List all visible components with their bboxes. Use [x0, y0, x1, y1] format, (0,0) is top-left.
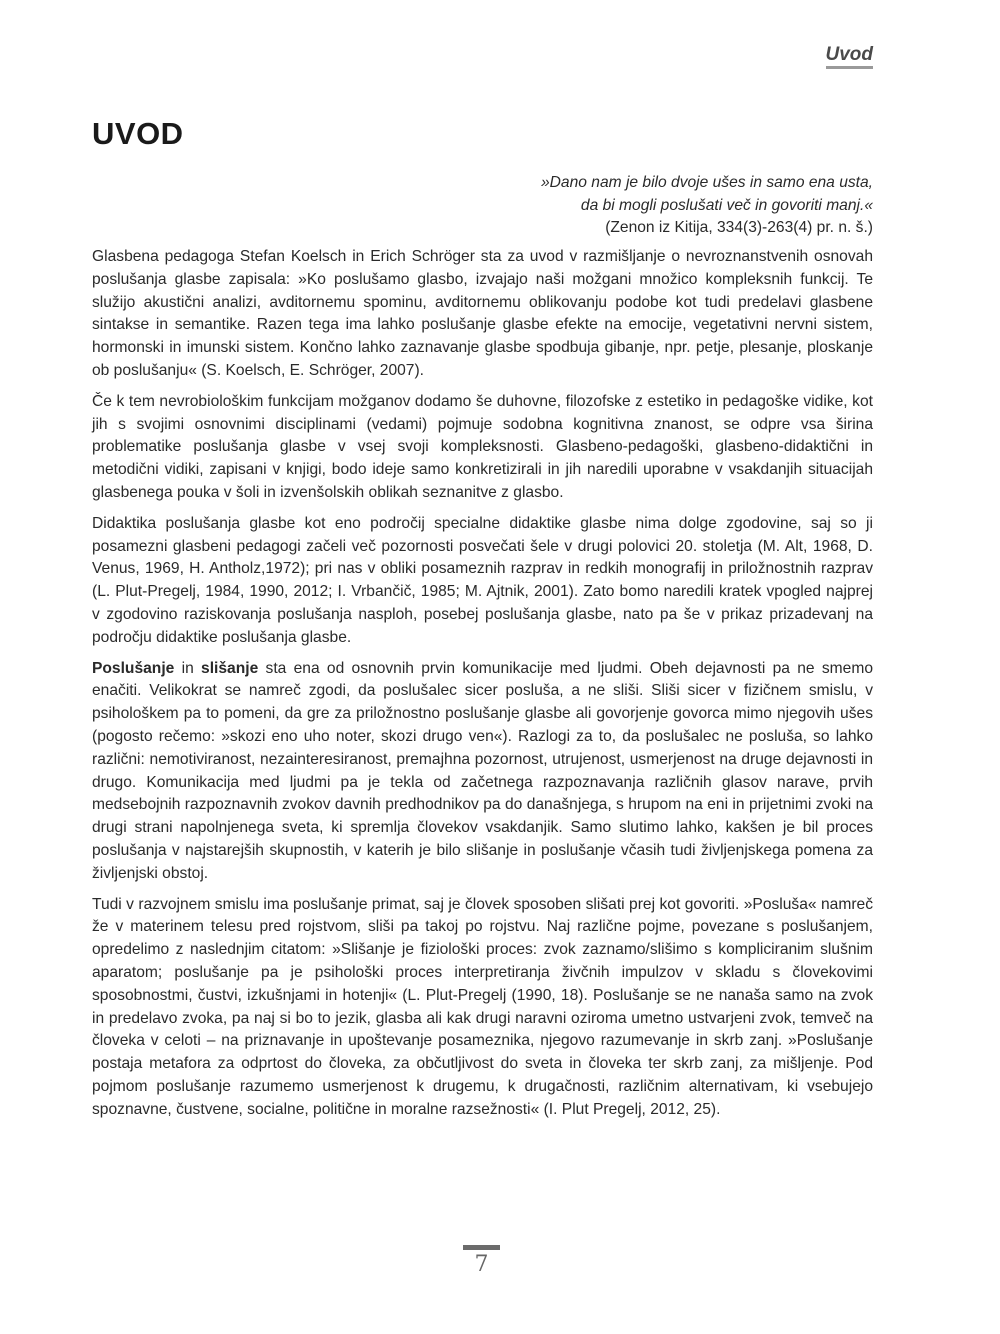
epigraph	[353, 172, 873, 240]
page-number-bar	[463, 1245, 500, 1250]
paragraph-4	[92, 658, 873, 886]
paragraph-4-text: sta ena od osnovnih prvin komunikacije med ljudmi. Obeh dejavnosti pa ne smemo enačiti. Velikokrat se namreč zgodi, da poslušalec sicer posluša, a ne sliši. Sliši sicer v fizičnem smislu, v psihološkem pa to pomeni, da gre za priložnostno poslušanje glasbe ali govorjenje govorca mimo njegovih ušes (pogosto rečemo: »skozi eno uho noter, skozi drugo ven«). Razlogi za to, da poslušalec ne posluša, so lahko različni: nemotiviranost, nezainteresiranost, premajhna pozornost, utrujenost, usmerjenost na druge dejavnosti in drugo. Komunikacija med ljudmi pa je tekla od začetnega razpoznavanja različnih glasov narave, prvih medsebojnih razpoznavnih zvokov davnih predhodnikov pa do današnjega, s hrupom na eni in prijetnimi zvoki na drugi strani napolnjenega sveta, ki spremlja človekov vsakdanjik. Samo slutimo lahko, kakšen je bil proces poslušanja v najstarejših skupnostih, v katerih je bilo slišanje in poslušanje včasih tudi življenjskega pomena za življenjski obstoj.	[92, 659, 873, 882]
paragraph-3: Didaktika poslušanja glasbe kot eno področij specialne didaktike glasbe nima dolge zgodovine, saj so ji posamezni glasbeni pedagogi začeli več pozornosti posvečati šele v drugi polovici 20. stoletja (M. Alt, 1968, D. Venus, 1969, H. Antholz,1972); pri nas v obliki posameznih razprav in redkih monografij in priložnostnih razprav (L. Plut-Pregelj, 1984, 1990, 2012; I. Vrbančič, 1985; M. Ajtnik, 2001). Zato bomo naredili kratek vpogled najprej v zgodovino raziskovanja poslušanja nasploh, posebej poslušanja glasbe, nato pa še v prikaz prizadevanj na področju didaktike poslušanja glasbe.	[92, 514, 873, 646]
epigraph-quote-line-2: da bi mogli poslušati več in govoriti manj.«	[580, 196, 873, 214]
paragraph-4-connector: in	[174, 659, 202, 677]
paragraph-2: Če k tem nevrobiološkim funkcijam možganov dodamo še duhovne, filozofske z estetiko in pedagoške vidike, kot jih s svojimi osnovnimi disciplinami (vedami) pojmuje sodobna kognitivna znanost, se odpre vsa širina problematike poslušanja glasbe v vsej svoji kompleksnosti. Glasbeno-pedagoški, glasbeno-didaktični in metodični vidiki, zapisani v knjigi, bodo ideje samo konkretizirali in jih naredili uporabne v vsakdanjih situacijah glasbenega pouka v šoli in izvenšolskih oblikah seznanitve z glasbo.	[92, 392, 873, 501]
page-number: 7	[474, 1252, 489, 1277]
running-head: Uvod	[826, 44, 874, 69]
term-slisanje: slišanje	[201, 659, 259, 677]
epigraph-quote-line-1: »Dano nam je bilo dvoje ušes in samo ena usta,	[541, 174, 873, 191]
term-poslusanje: Poslušanje	[92, 659, 175, 677]
chapter-title: UVOD	[92, 116, 184, 151]
epigraph-attribution: (Zenon iz Kitija, 334(3)-263(4) pr. n. š.)	[605, 219, 873, 236]
paragraph-5: Tudi v razvojnem smislu ima poslušanje primat, saj je človek sposoben slišati prej kot govoriti. »Posluša« namreč že v materinem telesu pred rojstvom, sliši pa takoj po rojstvu. Naj različne pojme, povezane s poslušanjem, opredelimo z naslednjim citatom: »Slišanje je fiziološki proces: zvok zaznamo/slišimo s kompliciranim slušnim aparatom; poslušanje pa je psihološki proces interpretiranja živčnih impulzov v skladu s človekovimi sposobnostmi, čustvi, izkušnjami in hotenji« (L. Plut-Pregelj (1990, 18). Poslušanje se ne nanaša samo na zvok in predelavo zvoka, pa naj si bo to jezik, glasba ali kak drugi naravni oziroma umetno ustvarjeni zvok, temveč na človeka v celoti – na priznavanje in upoštevanje posameznika, njegovo razumevanje in skrb zanj. »Poslušanje postaja metafora za odprtost do človeka, za občutljivost do sveta in človeka ter skrb zanj, za mišljenje. Pod pojmom poslušanje razumemo usmerjenost k drugemu, k drugačnosti, različnim alternativam, ki vsebujejo spoznavne, čustvene, socialne, politične in moralne razsežnosti« (I. Plut Pregelj, 2012, 25).	[92, 895, 873, 1118]
body-text	[92, 246, 873, 1129]
paragraph-1: Glasbena pedagoga Stefan Koelsch in Erich Schröger sta za uvod v razmišljanje o nevroznanstvenih osnovah poslušanja glasbe zapisala: »Ko poslušamo glasbo, izvajajo naši možgani množico kompleksnih funkcij. Te služijo akustični analizi, avditornemu spominu, avditornemu oblikovanju podobe kot tudi predelavi glasbene sintakse in semantike. Razen tega ima lahko poslušanje glasbe efekte na emocije, vegetativni nervni sistem, hormonski in imunski sistem. Končno lahko zaznavanje glasbe spodbuja gibanje, npr. petje, plesanje, ploskanje ob poslušanju« (S. Koelsch, E. Schröger, 2007).	[92, 248, 873, 379]
